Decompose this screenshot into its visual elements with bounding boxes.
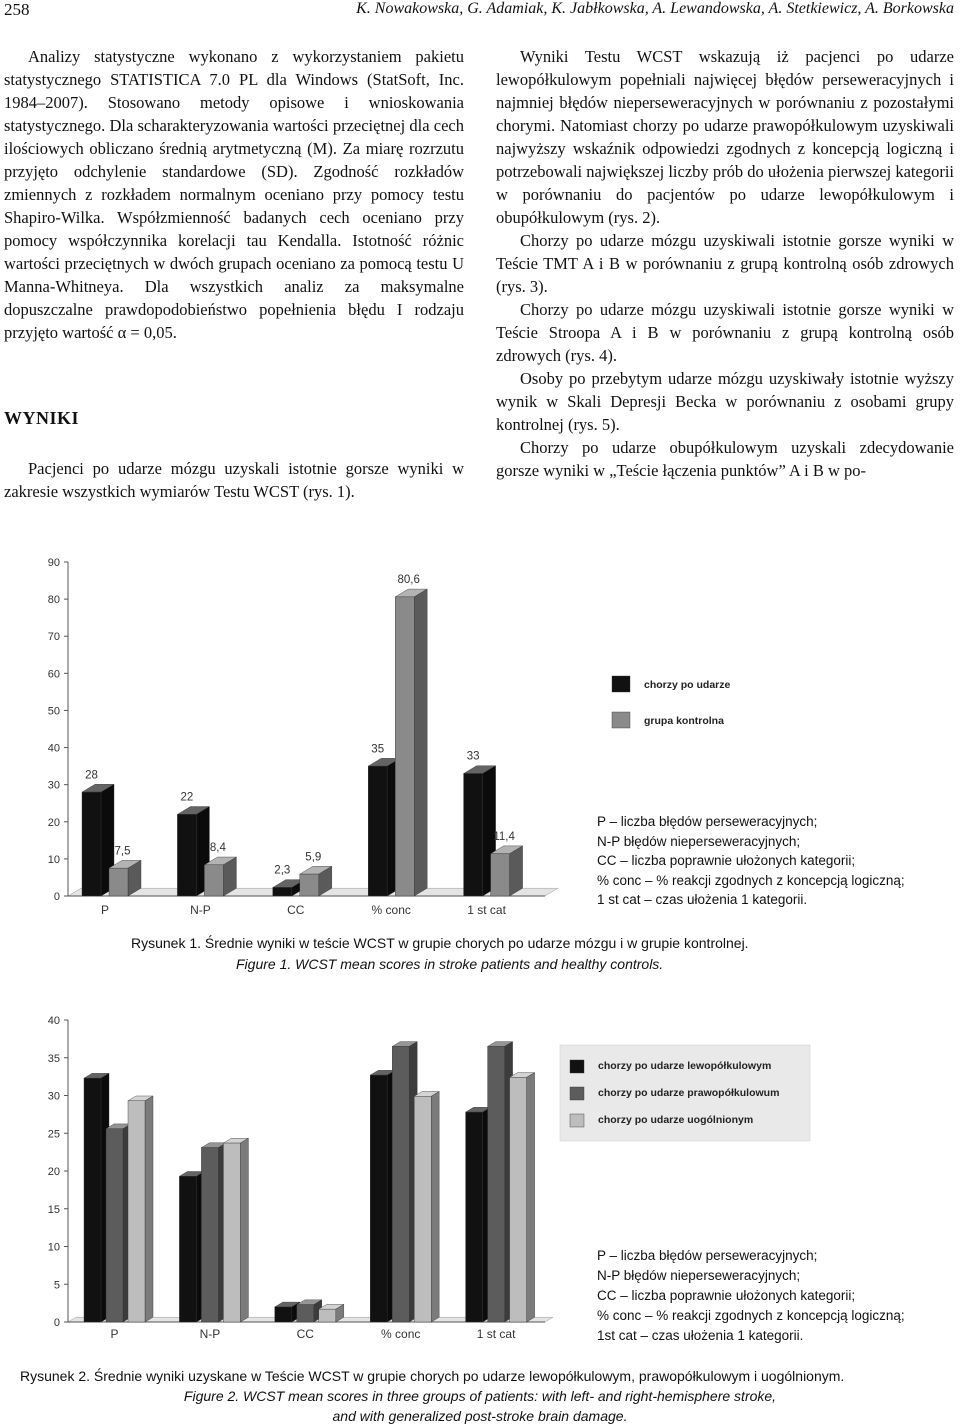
results-paragraph: Pacjenci po udarze mózgu uzyskali istotnie gorsze wyniki w zakresie wszystkich wymiarów Testu WCST (rys. 1). <box>4 459 464 501</box>
figure2-note-line: % conc – % reakcji zgodnych z koncepcją logiczną; <box>597 1308 905 1323</box>
bar <box>368 766 387 896</box>
data-label: 80,6 <box>397 574 420 587</box>
figure1-caption-pl: Rysunek 1. Średnie wyniki w teście WCST w grupie chorych po udarze mózgu i w grupie kontrolnej. <box>131 935 749 951</box>
figure2-caption-en-line2: and with generalized post-stroke brain damage. <box>332 1408 628 1424</box>
bar <box>491 854 510 896</box>
x-category-label: N-P <box>199 1327 221 1341</box>
right-paragraph-1: Wyniki Testu WCST wskazują iż pacjenci po udarze lewopółkulowym popełniali najwięcej błędów perseweracyjnych i najmniej błędów nieperseweracyjnych w porównaniu z pozostałymi chorymi. Natomiast chorzy po udarze prawopółkulowym uzyskiwali najwyższy wskaźnik odpowiedzi zgodnych z koncepcją logiczną i potrzebowali największej liczby prób do ułożenia pierwszej kategorii w porównaniu do pacjentów po udarze lewopółkulowym i obupółkulowym (rys. 2). <box>496 47 954 227</box>
bar <box>204 865 223 896</box>
y-tick-label: 15 <box>47 1203 60 1216</box>
data-label: 8,4 <box>209 842 226 855</box>
right-column <box>496 45 954 482</box>
bar <box>109 868 128 896</box>
right-paragraph-2: Chorzy po udarze mózgu uzyskiwali istotnie gorsze wyniki w Teście TMT A i B w porównaniu z grupą kontrolną osób zdrowych (rys. 3). <box>496 231 954 296</box>
legend-label: chorzy po udarze prawopółkulowum <box>598 1087 780 1099</box>
data-label: 11,4 <box>493 830 515 843</box>
y-tick-label: 5 <box>53 1279 60 1292</box>
x-category-label: CC <box>287 903 305 917</box>
figure1-note-line: P – liczba błędów perseweracyjnych; <box>597 814 818 829</box>
bar <box>466 1112 483 1322</box>
y-tick-label: 60 <box>47 668 60 681</box>
bar <box>106 1129 123 1322</box>
bar <box>128 1101 145 1322</box>
x-category-label: 1 st cat <box>467 903 506 917</box>
x-category-label: N-P <box>190 903 211 917</box>
bar <box>392 1046 409 1322</box>
x-category-label: 1 st cat <box>476 1327 516 1341</box>
y-tick-label: 25 <box>47 1128 60 1141</box>
y-tick-label: 90 <box>47 557 60 569</box>
data-label: 35 <box>371 743 385 756</box>
bar <box>300 874 319 896</box>
bar-side <box>240 1138 248 1322</box>
figure2-note-line: P – liczba błędów perseweracyjnych; <box>597 1248 818 1263</box>
right-paragraph-5: Chorzy po udarze obupółkulowym uzyskali zdecydowanie gorsze wyniki w „Teście łączenia punktów” A i B w po- <box>496 438 954 480</box>
x-category-label: % conc <box>381 1327 421 1341</box>
y-tick-label: 50 <box>47 705 60 718</box>
bar <box>273 887 292 896</box>
figure1-note-line: 1 st cat – czas ułożenia 1 kategorii. <box>597 892 808 907</box>
y-tick-label: 40 <box>47 1015 60 1027</box>
bar <box>223 1143 240 1322</box>
bar-side <box>510 846 523 896</box>
y-tick-label: 35 <box>47 1052 60 1065</box>
results-paragraph-container <box>4 457 464 503</box>
bar <box>464 774 483 896</box>
bar <box>84 1078 101 1322</box>
figure2-caption-pl: Rysunek 2. Średnie wyniki uzyskane w Teście WCST w grupie chorych po udarze lewopółkulowym, prawopółkulowym i uogólnionym. <box>20 1368 845 1384</box>
bar <box>319 1309 336 1322</box>
figure1-caption-en: Figure 1. WCST mean scores in stroke patients and healthy controls. <box>236 956 664 972</box>
legend-swatch <box>570 1114 584 1127</box>
legend-swatch <box>570 1060 584 1073</box>
data-label: 5,9 <box>305 851 322 864</box>
bar-side <box>527 1073 535 1322</box>
bar <box>201 1148 218 1322</box>
bar <box>510 1077 527 1322</box>
y-tick-label: 80 <box>47 594 60 607</box>
figure2-note-line: N-P błędów nieperseweracyjnych; <box>597 1268 801 1283</box>
data-label: 22 <box>180 791 194 804</box>
legend-label: grupa kontrolna <box>644 715 724 727</box>
bar <box>177 814 196 896</box>
bar <box>414 1096 431 1322</box>
methods-paragraph: Analizy statystyczne wykonano z wykorzystaniem pakietu statystycznego STATISTICA 7.0 PL dla Windows (StatSoft, Inc. 1984–2007). Stosowano metody opisowe i wnioskowania statystycznego. Dla scharakteryzowania wartości przeciętnej dla cech ilościowych obliczano średnią arytmetyczną (M). Za miarę rozrzutu przyjęto odchylenie standardowe (SD). Zgodność rozkładów zmiennych z rozkładem normalnym oceniano przy pomocy testu Shapiro-Wilka. Współzmienność badanych cech oceniano przy pomocy współczynnika korelacji tau Kendalla. Istotność różnic wartości przeciętnych w dwóch grupach oceniano za pomocą testu U Manna-Whitneya. Dla wszystkich analiz za maksymalne dopuszczalne prawdopodobieństwo popełnienia błędu I rodzaju przyjęto wartość α = 0,05. <box>4 47 464 342</box>
legend-label: chorzy po udarze <box>644 679 731 691</box>
y-tick-label: 30 <box>47 779 60 792</box>
x-category-label: P <box>110 1327 119 1341</box>
bar-side <box>431 1091 439 1322</box>
section-heading-results: WYNIKI <box>4 408 80 428</box>
bar <box>370 1075 387 1322</box>
data-label: 7,5 <box>114 845 131 858</box>
bar-side <box>145 1096 153 1322</box>
y-tick-label: 20 <box>47 1166 60 1178</box>
y-tick-label: 20 <box>47 816 60 829</box>
figure1-note-line: N-P błędów nieperseweracyjnych; <box>597 833 801 849</box>
x-category-label: P <box>100 903 110 917</box>
y-tick-label: 70 <box>47 631 60 644</box>
left-column <box>4 45 464 344</box>
right-paragraph-4: Osoby po przebytym udarze mózgu uzyskiwały istotnie wyższy wynik w Skali Depresji Becka w porównaniu z osobami grupy kontrolnej (rys. 5). <box>496 369 954 434</box>
figure1-note-line: CC – liczba poprawnie ułożonych kategorii; <box>597 853 856 868</box>
bar-side <box>414 589 427 896</box>
running-header-authors: K. Nowakowska, G. Adamiak, K. Jabłkowska, A. Lewandowska, A. Stetkiewicz, A. Borkowska <box>356 0 954 17</box>
legend-swatch <box>612 712 630 728</box>
y-tick-label: 0 <box>53 1317 60 1329</box>
page-number: 258 <box>4 0 30 19</box>
bar <box>179 1176 196 1322</box>
y-tick-label: 40 <box>47 742 60 755</box>
data-label: 28 <box>85 769 98 782</box>
bar <box>488 1046 505 1322</box>
bar <box>297 1305 314 1322</box>
figure1-note-line: % conc – % reakcji zgodnych z koncepcją logiczną; <box>597 872 905 888</box>
legend-swatch <box>612 676 630 692</box>
y-tick-label: 30 <box>47 1090 60 1103</box>
data-label: 2,3 <box>274 864 291 877</box>
figure1-abbreviation-legend <box>597 812 957 910</box>
bar <box>82 792 101 896</box>
right-paragraph-3: Chorzy po udarze mózgu uzyskiwali istotnie gorsze wyniki w Teście Stroopa A i B w porównaniu z grupą kontrolną osób zdrowych (rys. 4). <box>496 300 954 365</box>
figure2-note-line: CC – liczba poprawnie ułożonych kategorii; <box>597 1288 856 1303</box>
figure2-caption-en-line1: Figure 2. WCST mean scores in three groups of patients: with left- and right-hemisphere stroke, <box>183 1388 777 1404</box>
figure2-abbreviation-legend <box>597 1246 957 1346</box>
legend-label: chorzy po udarze uogólnionym <box>598 1114 754 1126</box>
legend-label: chorzy po udarze lewopółkulowym <box>598 1060 772 1072</box>
y-tick-label: 0 <box>53 891 60 903</box>
y-tick-label: 10 <box>47 1241 60 1254</box>
y-tick-label: 10 <box>47 853 60 866</box>
bar <box>395 597 414 896</box>
data-label: 33 <box>466 750 480 763</box>
x-category-label: CC <box>296 1327 314 1341</box>
bar <box>275 1307 292 1322</box>
x-category-label: % conc <box>371 903 411 917</box>
figure2-note-line: 1st cat – czas ułożenia 1 kategorii. <box>597 1328 804 1343</box>
legend-swatch <box>570 1087 584 1100</box>
